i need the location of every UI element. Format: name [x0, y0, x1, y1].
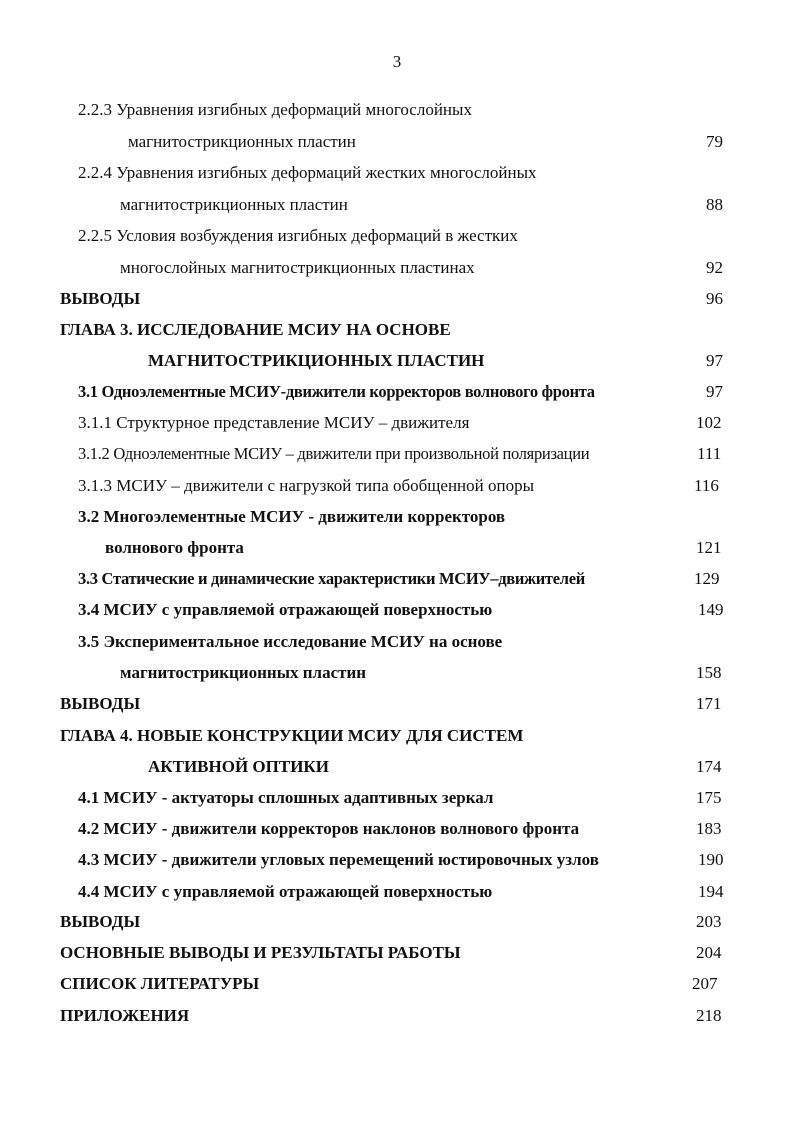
toc-entry-4-4[interactable]: 4.4 МСИУ с управляемой отражающей поверхностью [78, 882, 493, 901]
toc-entry-appendices[interactable]: ПРИЛОЖЕНИЯ [60, 1006, 190, 1025]
toc-entry-3-1-1[interactable]: 3.1.1 Структурное представление МСИУ – движителя [78, 413, 470, 432]
toc-page-chapter-3: 97 [706, 351, 723, 370]
toc-entry-conclusions-ch2[interactable]: ВЫВОДЫ [60, 289, 141, 308]
page-number: 3 [392, 52, 402, 71]
toc-entry-3-2-line2[interactable]: волнового фронта [105, 538, 244, 557]
toc-page-appendices: 218 [696, 1006, 722, 1025]
toc-entry-3-1[interactable]: 3.1 Одноэлементные МСИУ-движители корректоров волнового фронта [78, 382, 595, 401]
toc-entry-chapter-4-line1[interactable]: ГЛАВА 4. НОВЫЕ КОНСТРУКЦИИ МСИУ ДЛЯ СИСТЕМ [60, 726, 524, 745]
toc-entry-chapter-3-line2[interactable]: МАГНИТОСТРИКЦИОННЫХ ПЛАСТИН [148, 351, 485, 370]
toc-entry-2-2-3-line2[interactable]: магнитострикционных пластин [128, 132, 356, 151]
toc-entry-4-1[interactable]: 4.1 МСИУ - актуаторы сплошных адаптивных зеркал [78, 788, 494, 807]
toc-page-conclusions-ch4: 203 [696, 912, 722, 931]
toc-entry-3-2-line1[interactable]: 3.2 Многоэлементные МСИУ - движители корректоров [78, 507, 506, 526]
toc-page-4-3: 190 [698, 850, 724, 869]
toc-entry-chapter-4-line2[interactable]: АКТИВНОЙ ОПТИКИ [148, 757, 329, 776]
toc-page-4-2: 183 [696, 819, 722, 838]
toc-page-2-2-5: 92 [706, 258, 723, 277]
toc-page-4-1: 175 [696, 788, 722, 807]
toc-page-3-5: 158 [696, 663, 722, 682]
toc-page-conclusions-ch2: 96 [706, 289, 723, 308]
toc-entry-2-2-5-line1[interactable]: 2.2.5 Условия возбуждения изгибных деформаций в жестких [78, 226, 518, 245]
toc-entry-4-3[interactable]: 4.3 МСИУ - движители угловых перемещений юстировочных узлов [78, 850, 599, 869]
toc-entry-3-1-3[interactable]: 3.1.3 МСИУ – движители с нагрузкой типа обобщенной опоры [78, 476, 535, 495]
toc-page-3-1: 97 [706, 382, 723, 401]
toc-entry-chapter-3-line1[interactable]: ГЛАВА 3. ИССЛЕДОВАНИЕ МСИУ НА ОСНОВЕ [60, 320, 451, 339]
toc-entry-3-5-line2[interactable]: магнитострикционных пластин [120, 663, 367, 682]
toc-page-chapter-4: 174 [696, 757, 722, 776]
toc-page-3-1-1: 102 [696, 413, 722, 432]
toc-page-2-2-4: 88 [706, 195, 723, 214]
toc-entry-2-2-4-line1[interactable]: 2.2.4 Уравнения изгибных деформаций жестких многослойных [78, 163, 537, 182]
toc-page-conclusions-ch3: 171 [696, 694, 722, 713]
toc-entry-3-3[interactable]: 3.3 Статические и динамические характеристики МСИУ–движителей [78, 569, 585, 588]
toc-entry-3-4[interactable]: 3.4 МСИУ с управляемой отражающей поверхностью [78, 600, 493, 619]
toc-entry-2-2-4-line2[interactable]: магнитострикционных пластин [120, 195, 348, 214]
toc-page-3-4: 149 [698, 600, 724, 619]
toc-entry-conclusions-ch4[interactable]: ВЫВОДЫ [60, 912, 141, 931]
toc-page-references: 207 [692, 974, 718, 993]
toc-page-3-3: 129 [694, 569, 720, 588]
toc-entry-2-2-3-line1[interactable]: 2.2.3 Уравнения изгибных деформаций многослойных [78, 100, 472, 119]
toc-entry-main-conclusions[interactable]: ОСНОВНЫЕ ВЫВОДЫ И РЕЗУЛЬТАТЫ РАБОТЫ [60, 943, 461, 962]
toc-page-3-2: 121 [696, 538, 722, 557]
toc-entry-3-5-line1[interactable]: 3.5 Экспериментальное исследование МСИУ на основе [78, 632, 503, 651]
toc-entry-conclusions-ch3[interactable]: ВЫВОДЫ [60, 694, 141, 713]
toc-entry-3-1-2[interactable]: 3.1.2 Одноэлементные МСИУ – движители при произвольной поляризации [78, 444, 590, 463]
toc-entry-2-2-5-line2[interactable]: многослойных магнитострикционных пластинах [120, 258, 475, 277]
toc-page-3-1-2: 111 [697, 444, 722, 463]
toc-page-3-1-3: 116 [694, 476, 719, 495]
toc-page-main-conclusions: 204 [696, 943, 722, 962]
toc-page-4-4: 194 [698, 882, 724, 901]
toc-entry-4-2[interactable]: 4.2 МСИУ - движители корректоров наклонов волнового фронта [78, 819, 580, 838]
toc-entry-references[interactable]: СПИСОК ЛИТЕРАТУРЫ [60, 974, 260, 993]
toc-page-2-2-3: 79 [706, 132, 723, 151]
